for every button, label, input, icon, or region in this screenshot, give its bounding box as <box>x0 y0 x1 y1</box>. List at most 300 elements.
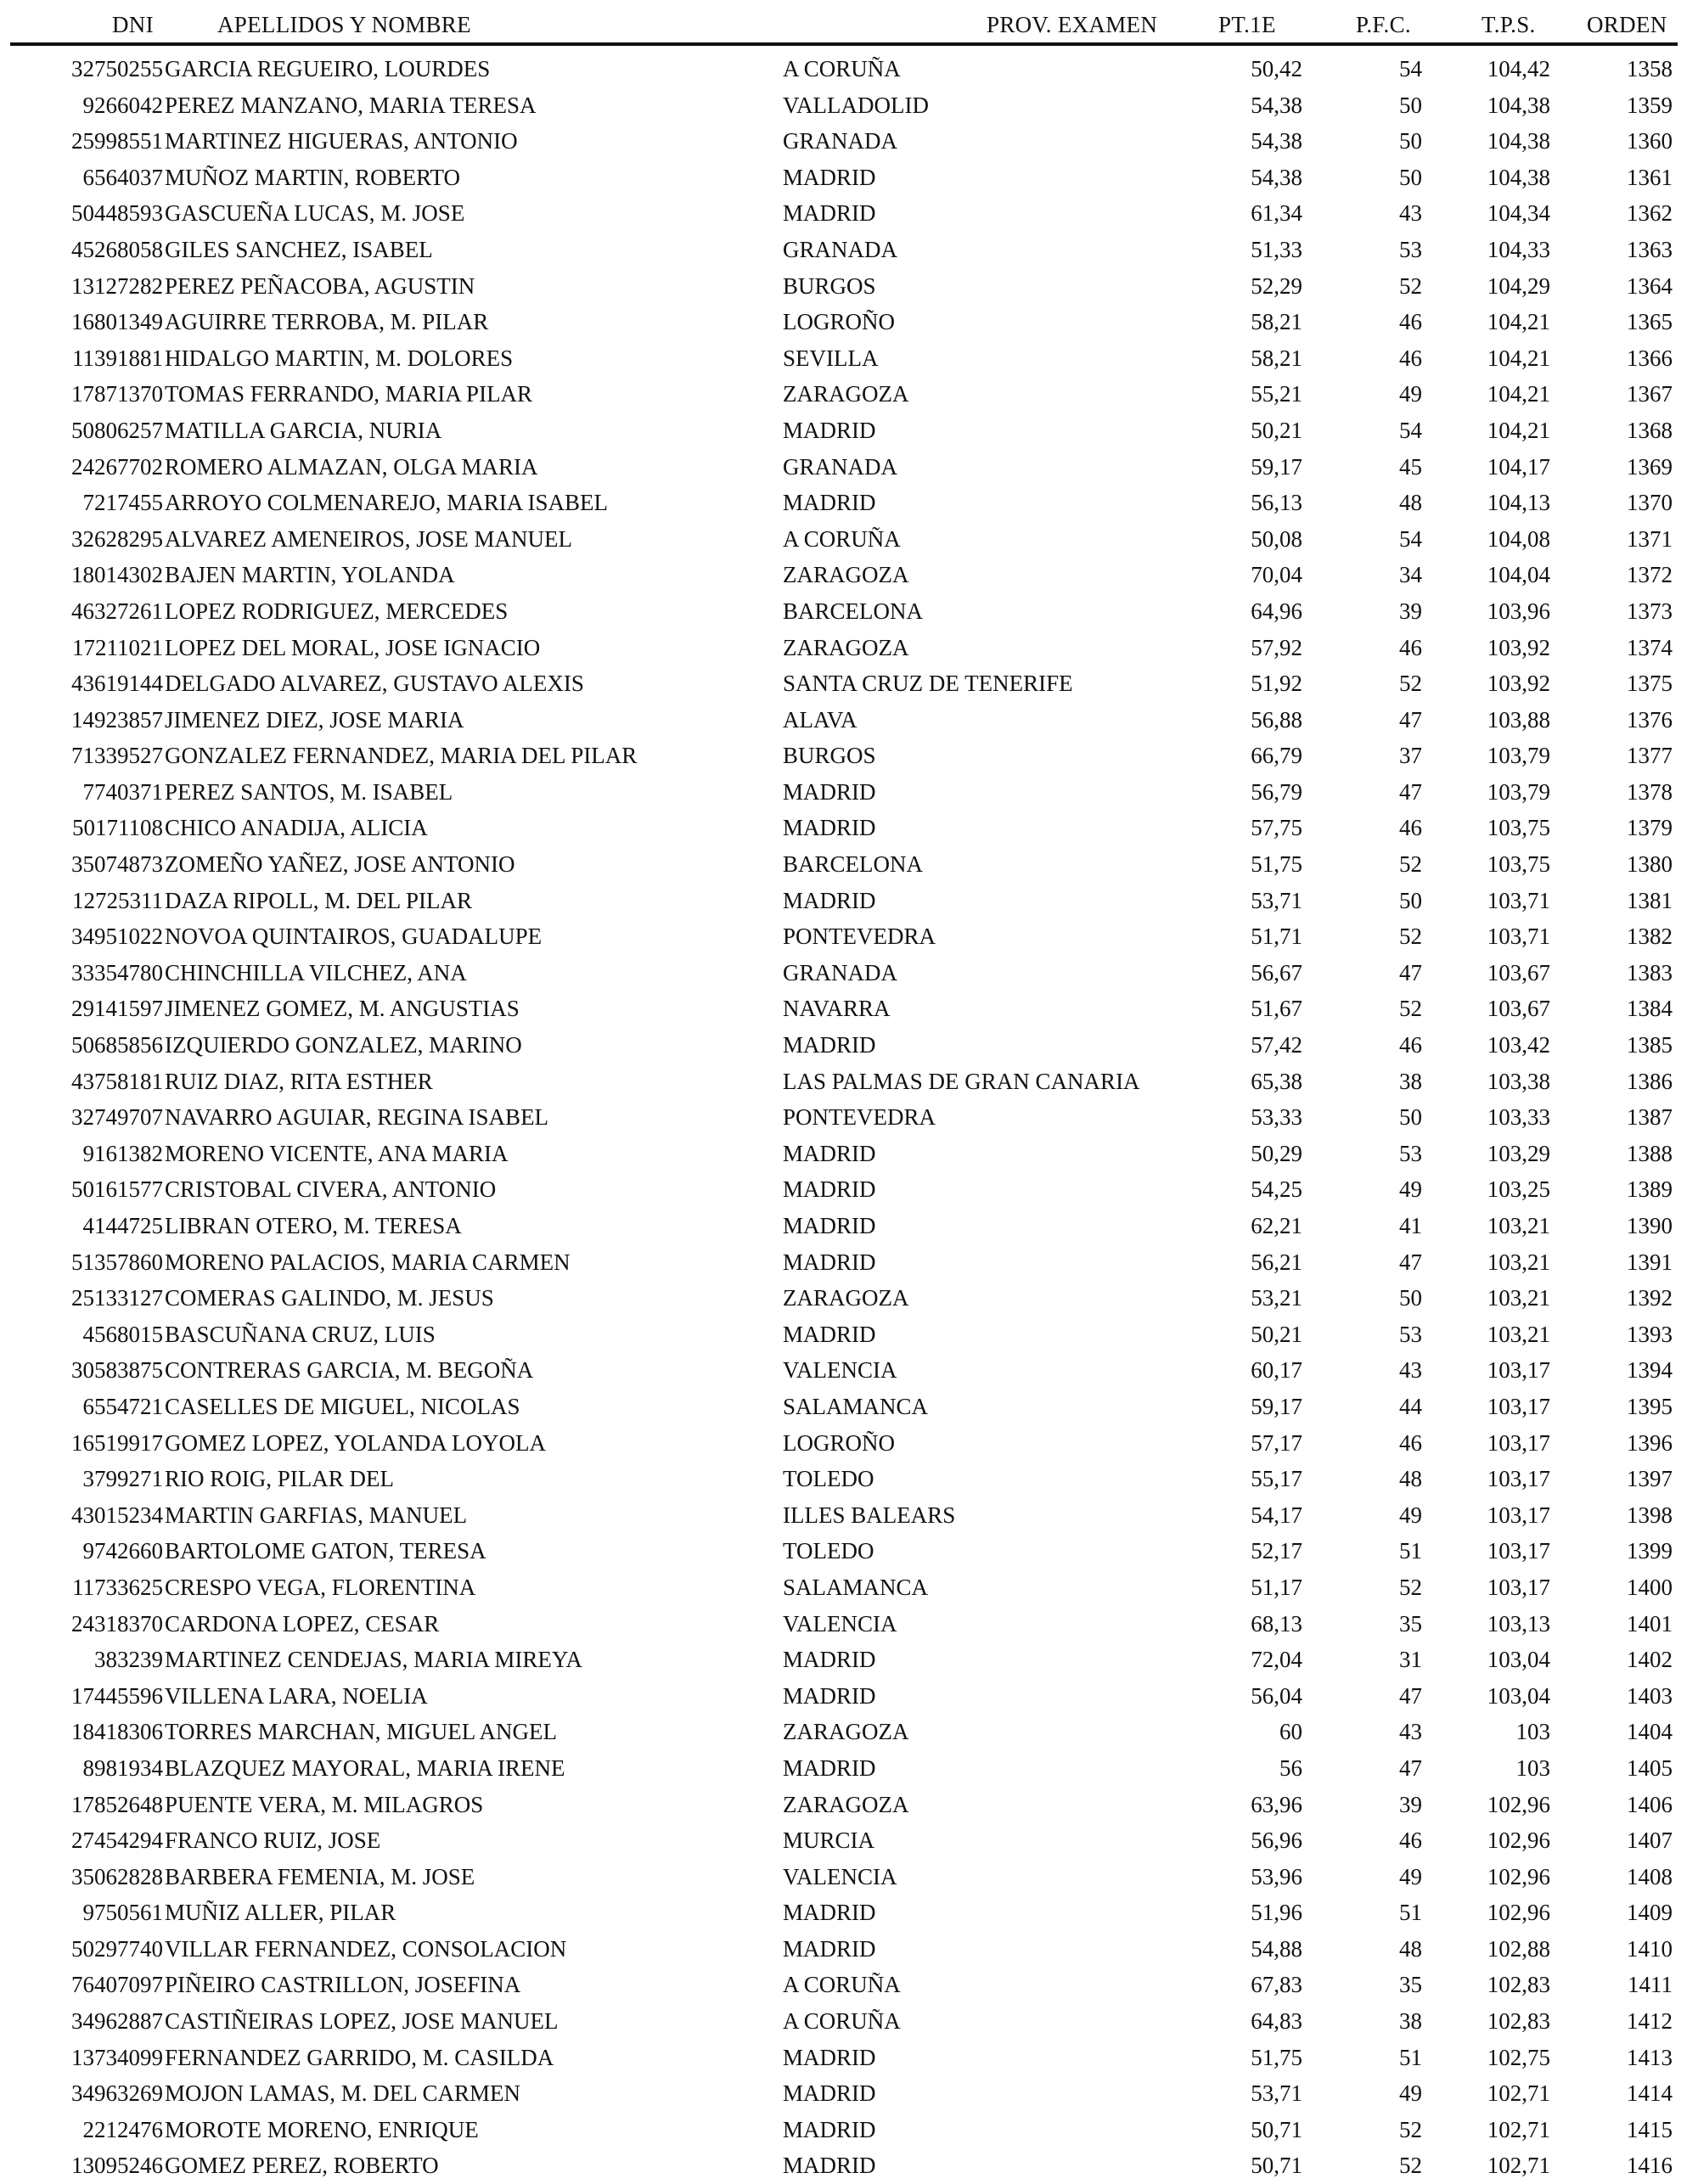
cell-orden: 1396 <box>1627 1429 1673 1456</box>
cell-dni: 29141597 <box>71 996 163 1022</box>
cell-tps: 103,92 <box>1487 634 1550 660</box>
cell-orden: 1414 <box>1627 2080 1673 2107</box>
cell-pt: 50,71 <box>1251 2116 1302 2142</box>
cell-pt: 51,71 <box>1251 924 1302 950</box>
cell-name: CONTRERAS GARCIA, M. BEGOÑA <box>165 1357 534 1384</box>
cell-prov: BARCELONA <box>783 598 924 624</box>
table-row <box>0 1136 1698 1172</box>
cell-tps: 103,67 <box>1487 959 1550 985</box>
cell-prov: PONTEVEDRA <box>783 1104 936 1131</box>
cell-pt: 63,96 <box>1251 1791 1302 1817</box>
cell-dni: 7217455 <box>82 490 163 516</box>
cell-pfc: 52 <box>1399 2116 1422 2142</box>
cell-name: PUENTE VERA, M. MILAGROS <box>165 1791 484 1817</box>
cell-pfc: 46 <box>1399 1827 1422 1854</box>
cell-dni: 8981934 <box>82 1754 163 1781</box>
cell-name: PEREZ PEÑACOBA, AGUSTIN <box>165 272 475 299</box>
cell-tps: 104,38 <box>1487 92 1550 118</box>
cell-tps: 103,17 <box>1487 1466 1550 1492</box>
cell-pt: 54,88 <box>1251 1935 1302 1962</box>
cell-tps: 102,71 <box>1487 2153 1550 2179</box>
cell-pt: 72,04 <box>1251 1647 1302 1673</box>
cell-dni: 30583875 <box>71 1357 163 1384</box>
cell-pfc: 54 <box>1399 56 1422 81</box>
cell-tps: 104,13 <box>1487 490 1550 516</box>
cell-pfc: 50 <box>1399 1104 1422 1131</box>
table-row <box>0 1678 1698 1715</box>
cell-name: GOMEZ PEREZ, ROBERTO <box>165 2153 439 2179</box>
cell-pt: 56,67 <box>1251 959 1302 985</box>
cell-orden: 1405 <box>1627 1754 1673 1781</box>
cell-name: RUIZ DIAZ, RITA ESTHER <box>165 1068 433 1094</box>
cell-pfc: 39 <box>1399 598 1422 624</box>
table-row <box>0 87 1698 124</box>
cell-dni: 25133127 <box>71 1285 163 1311</box>
table-row <box>0 413 1698 449</box>
cell-prov: MADRID <box>783 200 876 227</box>
table-row <box>0 1569 1698 1606</box>
cell-pfc: 53 <box>1399 236 1422 262</box>
table-header <box>0 10 1698 41</box>
cell-orden: 1374 <box>1627 634 1673 660</box>
cell-tps: 103,21 <box>1487 1249 1550 1275</box>
cell-orden: 1369 <box>1627 453 1673 480</box>
cell-orden: 1384 <box>1627 996 1673 1022</box>
cell-orden: 1395 <box>1627 1393 1673 1419</box>
table-row <box>0 630 1698 666</box>
cell-name: CRESPO VEGA, FLORENTINA <box>165 1574 476 1600</box>
cell-tps: 102,71 <box>1487 2080 1550 2107</box>
cell-name: GARCIA REGUEIRO, LOURDES <box>165 56 491 81</box>
cell-pfc: 41 <box>1399 1213 1422 1238</box>
cell-name: BAJEN MARTIN, YOLANDA <box>165 562 455 588</box>
cell-orden: 1410 <box>1627 1935 1673 1962</box>
cell-tps: 103,42 <box>1487 1032 1550 1058</box>
table-row <box>0 1317 1698 1353</box>
cell-pt: 60 <box>1279 1719 1302 1745</box>
cell-pfc: 37 <box>1399 743 1422 769</box>
cell-dni: 32749707 <box>71 1104 163 1131</box>
cell-pfc: 48 <box>1399 490 1422 516</box>
cell-prov: ZARAGOZA <box>783 1791 909 1817</box>
table-row <box>0 2040 1698 2076</box>
cell-orden: 1387 <box>1627 1104 1673 1131</box>
cell-tps: 103,17 <box>1487 1393 1550 1419</box>
cell-pfc: 46 <box>1399 309 1422 335</box>
cell-prov: GRANADA <box>783 236 897 262</box>
table-row <box>0 810 1698 846</box>
cell-prov: MADRID <box>783 887 876 913</box>
cell-pt: 70,04 <box>1251 562 1302 588</box>
cell-tps: 104,08 <box>1487 525 1550 552</box>
cell-prov: SEVILLA <box>783 345 879 371</box>
cell-pfc: 47 <box>1399 706 1422 733</box>
table-row <box>0 918 1698 955</box>
cell-tps: 104,33 <box>1487 236 1550 262</box>
cell-dni: 33354780 <box>71 959 163 985</box>
table-row <box>0 955 1698 991</box>
cell-prov: GRANADA <box>783 453 897 480</box>
cell-prov: MADRID <box>783 1935 876 1962</box>
cell-dni: 43758181 <box>71 1068 163 1094</box>
cell-prov: A CORUÑA <box>783 56 901 81</box>
cell-name: CRISTOBAL CIVERA, ANTONIO <box>165 1176 497 1203</box>
cell-orden: 1386 <box>1627 1068 1673 1094</box>
table-row <box>0 1750 1698 1787</box>
cell-pt: 55,21 <box>1251 381 1302 407</box>
cell-pfc: 52 <box>1399 851 1422 878</box>
cell-name: DELGADO ALVAREZ, GUSTAVO ALEXIS <box>165 671 584 697</box>
cell-pfc: 47 <box>1399 778 1422 805</box>
cell-prov: VALENCIA <box>783 1610 897 1637</box>
cell-dni: 32628295 <box>71 525 163 552</box>
cell-name: PEREZ SANTOS, M. ISABEL <box>165 778 453 805</box>
cell-pfc: 46 <box>1399 1429 1422 1456</box>
cell-pt: 56,04 <box>1251 1682 1302 1709</box>
cell-pfc: 50 <box>1399 887 1422 913</box>
cell-orden: 1391 <box>1627 1249 1673 1275</box>
cell-dni: 9266042 <box>82 92 163 118</box>
cell-tps: 102,88 <box>1487 1935 1550 1962</box>
table-row <box>0 1714 1698 1750</box>
header-divider <box>10 42 1678 46</box>
cell-orden: 1404 <box>1627 1719 1673 1745</box>
cell-dni: 24318370 <box>71 1610 163 1637</box>
cell-pt: 53,33 <box>1251 1104 1302 1131</box>
cell-prov: BARCELONA <box>783 851 924 878</box>
cell-dni: 4568015 <box>82 1321 163 1347</box>
table-row <box>0 2003 1698 2040</box>
cell-dni: 6564037 <box>82 164 163 190</box>
cell-pt: 53,71 <box>1251 2080 1302 2107</box>
table-row <box>0 195 1698 232</box>
cell-pfc: 49 <box>1399 1176 1422 1203</box>
cell-orden: 1407 <box>1627 1827 1673 1854</box>
table-row <box>0 702 1698 738</box>
cell-tps: 103,96 <box>1487 598 1550 624</box>
cell-pfc: 52 <box>1399 996 1422 1022</box>
cell-pt: 51,75 <box>1251 851 1302 878</box>
cell-name: PEREZ MANZANO, MARIA TERESA <box>165 92 537 118</box>
cell-dni: 9161382 <box>82 1140 163 1166</box>
cell-dni: 17445596 <box>71 1682 163 1709</box>
cell-dni: 50448593 <box>71 200 163 227</box>
table-row <box>0 1064 1698 1100</box>
cell-tps: 103,25 <box>1487 1176 1550 1203</box>
cell-pfc: 50 <box>1399 128 1422 154</box>
cell-name: BARBERA FEMENIA, M. JOSE <box>165 1863 475 1889</box>
cell-pt: 56 <box>1279 1754 1302 1781</box>
cell-pt: 53,21 <box>1251 1285 1302 1311</box>
cell-pfc: 39 <box>1399 1791 1422 1817</box>
cell-pfc: 49 <box>1399 1863 1422 1889</box>
cell-pfc: 49 <box>1399 1502 1422 1528</box>
cell-pfc: 50 <box>1399 92 1422 118</box>
cell-name: ZOMEÑO YAÑEZ, JOSE ANTONIO <box>165 851 515 878</box>
cell-pfc: 52 <box>1399 924 1422 950</box>
cell-dni: 2212476 <box>82 2116 163 2142</box>
cell-tps: 103,13 <box>1487 1610 1550 1637</box>
cell-dni: 18014302 <box>71 562 163 588</box>
table-row <box>0 1389 1698 1425</box>
cell-name: COMERAS GALINDO, M. JESUS <box>165 1285 494 1311</box>
cell-prov: MADRID <box>783 1647 876 1673</box>
cell-orden: 1390 <box>1627 1213 1673 1238</box>
cell-name: MARTINEZ CENDEJAS, MARIA MIREYA <box>165 1647 582 1673</box>
cell-tps: 104,38 <box>1487 128 1550 154</box>
cell-tps: 103,71 <box>1487 887 1550 913</box>
cell-dni: 9742660 <box>82 1538 163 1564</box>
table-row <box>0 593 1698 630</box>
cell-tps: 104,42 <box>1487 56 1550 81</box>
cell-tps: 102,71 <box>1487 2116 1550 2142</box>
cell-tps: 103,79 <box>1487 778 1550 805</box>
cell-dni: 34962887 <box>71 2008 163 2035</box>
cell-pfc: 52 <box>1399 671 1422 697</box>
cell-prov: LAS PALMAS DE GRAN CANARIA <box>783 1068 1140 1094</box>
cell-prov: SALAMANCA <box>783 1574 929 1600</box>
table-row <box>0 1027 1698 1064</box>
cell-pfc: 49 <box>1399 381 1422 407</box>
cell-dni: 34963269 <box>71 2080 163 2107</box>
cell-pt: 59,17 <box>1251 453 1302 480</box>
cell-orden: 1399 <box>1627 1538 1673 1564</box>
table-row <box>0 2075 1698 2112</box>
cell-pt: 57,17 <box>1251 1429 1302 1456</box>
cell-pfc: 34 <box>1399 562 1422 588</box>
cell-orden: 1398 <box>1627 1502 1673 1528</box>
cell-tps: 102,75 <box>1487 2044 1550 2070</box>
cell-pfc: 38 <box>1399 2008 1422 2035</box>
cell-pfc: 46 <box>1399 815 1422 841</box>
cell-tps: 102,83 <box>1487 2008 1550 2035</box>
cell-pt: 56,21 <box>1251 1249 1302 1275</box>
cell-tps: 103,67 <box>1487 996 1550 1022</box>
table-row <box>0 521 1698 558</box>
cell-name: DAZA RIPOLL, M. DEL PILAR <box>165 887 472 913</box>
cell-orden: 1379 <box>1627 815 1673 841</box>
cell-prov: MADRID <box>783 1900 876 1926</box>
cell-pfc: 50 <box>1399 164 1422 190</box>
cell-pt: 54,17 <box>1251 1502 1302 1528</box>
cell-tps: 103,21 <box>1487 1213 1550 1238</box>
cell-orden: 1385 <box>1627 1032 1673 1058</box>
cell-dni: 383239 <box>94 1647 163 1673</box>
table-row <box>0 1497 1698 1534</box>
cell-prov: ILLES BALEARS <box>783 1502 956 1528</box>
cell-pt: 61,34 <box>1251 200 1302 227</box>
cell-name: MATILLA GARCIA, NURIA <box>165 417 442 443</box>
cell-prov: MURCIA <box>783 1827 875 1854</box>
cell-orden: 1382 <box>1627 924 1673 950</box>
cell-orden: 1380 <box>1627 851 1673 878</box>
table-row <box>0 2112 1698 2148</box>
cell-pfc: 44 <box>1399 1393 1422 1419</box>
cell-prov: GRANADA <box>783 128 897 154</box>
cell-pt: 53,96 <box>1251 1863 1302 1889</box>
cell-pfc: 52 <box>1399 1574 1422 1600</box>
cell-dni: 24267702 <box>71 453 163 480</box>
cell-tps: 102,96 <box>1487 1900 1550 1926</box>
cell-prov: VALENCIA <box>783 1357 897 1384</box>
cell-name: MOJON LAMAS, M. DEL CARMEN <box>165 2080 521 2107</box>
cell-prov: MADRID <box>783 164 876 190</box>
cell-prov: VALENCIA <box>783 1863 897 1889</box>
cell-tps: 103,21 <box>1487 1321 1550 1347</box>
cell-tps: 103,38 <box>1487 1068 1550 1094</box>
cell-tps: 104,34 <box>1487 200 1550 227</box>
cell-name: CASELLES DE MIGUEL, NICOLAS <box>165 1393 520 1419</box>
cell-pt: 50,29 <box>1251 1140 1302 1166</box>
cell-orden: 1368 <box>1627 417 1673 443</box>
table-row <box>0 1244 1698 1281</box>
cell-dni: 25998551 <box>71 128 163 154</box>
cell-dni: 35074873 <box>71 851 163 878</box>
cell-pt: 64,83 <box>1251 2008 1302 2035</box>
cell-dni: 71339527 <box>71 743 163 769</box>
cell-pfc: 45 <box>1399 453 1422 480</box>
table-row <box>0 485 1698 521</box>
cell-prov: VALLADOLID <box>783 92 929 118</box>
cell-pfc: 47 <box>1399 959 1422 985</box>
cell-name: JIMENEZ DIEZ, JOSE MARIA <box>165 706 464 733</box>
header-pt: PT.1E <box>1218 12 1276 37</box>
cell-pt: 54,38 <box>1251 164 1302 190</box>
cell-pfc: 53 <box>1399 1140 1422 1166</box>
cell-prov: MADRID <box>783 417 876 443</box>
cell-prov: MADRID <box>783 490 876 516</box>
cell-name: FRANCO RUIZ, JOSE <box>165 1827 381 1854</box>
cell-orden: 1409 <box>1627 1900 1673 1926</box>
cell-orden: 1361 <box>1627 164 1673 190</box>
cell-pt: 58,21 <box>1251 345 1302 371</box>
cell-name: BASCUÑANA CRUZ, LUIS <box>165 1321 436 1347</box>
cell-orden: 1377 <box>1627 743 1673 769</box>
cell-orden: 1400 <box>1627 1574 1673 1600</box>
cell-pt: 56,13 <box>1251 490 1302 516</box>
cell-tps: 102,96 <box>1487 1827 1550 1854</box>
cell-name: MORENO PALACIOS, MARIA CARMEN <box>165 1249 571 1275</box>
cell-pt: 50,21 <box>1251 1321 1302 1347</box>
cell-name: MORENO VICENTE, ANA MARIA <box>165 1140 509 1166</box>
cell-dni: 45268058 <box>71 236 163 262</box>
cell-pfc: 46 <box>1399 345 1422 371</box>
cell-orden: 1376 <box>1627 706 1673 733</box>
table-row <box>0 232 1698 268</box>
table-row <box>0 738 1698 774</box>
cell-tps: 103 <box>1515 1719 1550 1745</box>
cell-prov: LOGROÑO <box>783 309 895 335</box>
cell-dni: 50161577 <box>71 1176 163 1203</box>
cell-dni: 16801349 <box>71 309 163 335</box>
cell-pfc: 51 <box>1399 1900 1422 1926</box>
cell-dni: 17852648 <box>71 1791 163 1817</box>
table-row <box>0 340 1698 377</box>
cell-dni: 50171108 <box>72 815 163 841</box>
header-prov: PROV. EXAMEN <box>987 12 1158 37</box>
cell-orden: 1388 <box>1627 1140 1673 1166</box>
cell-orden: 1393 <box>1627 1321 1673 1347</box>
table-row <box>0 1931 1698 1968</box>
table-row <box>0 991 1698 1027</box>
cell-tps: 103,29 <box>1487 1140 1550 1166</box>
table-row <box>0 160 1698 196</box>
cell-prov: TOLEDO <box>783 1466 874 1492</box>
cell-pt: 51,96 <box>1251 1900 1302 1926</box>
cell-tps: 103,17 <box>1487 1429 1550 1456</box>
cell-tps: 104,21 <box>1487 309 1550 335</box>
cell-dni: 50685856 <box>71 1032 163 1058</box>
cell-orden: 1392 <box>1627 1285 1673 1311</box>
cell-orden: 1378 <box>1627 778 1673 805</box>
cell-orden: 1360 <box>1627 128 1673 154</box>
cell-prov: MADRID <box>783 1176 876 1203</box>
cell-tps: 104,04 <box>1487 562 1550 588</box>
cell-tps: 103,17 <box>1487 1574 1550 1600</box>
table-row <box>0 1642 1698 1678</box>
cell-orden: 1401 <box>1627 1610 1673 1637</box>
table-row <box>0 1606 1698 1642</box>
cell-tps: 103,92 <box>1487 671 1550 697</box>
cell-pfc: 31 <box>1399 1647 1422 1673</box>
table-row <box>0 1171 1698 1208</box>
cell-tps: 103,17 <box>1487 1357 1550 1384</box>
cell-pt: 55,17 <box>1251 1466 1302 1492</box>
cell-prov: BURGOS <box>783 272 876 299</box>
cell-prov: MADRID <box>783 2044 876 2070</box>
cell-pfc: 54 <box>1399 417 1422 443</box>
cell-name: JIMENEZ GOMEZ, M. ANGUSTIAS <box>165 996 520 1022</box>
cell-pfc: 48 <box>1399 1466 1422 1492</box>
cell-dni: 50297740 <box>71 1935 163 1962</box>
cell-orden: 1412 <box>1627 2008 1673 2035</box>
cell-dni: 13734099 <box>71 2044 163 2070</box>
cell-prov: MADRID <box>783 1682 876 1709</box>
cell-pfc: 51 <box>1399 2044 1422 2070</box>
cell-pt: 66,79 <box>1251 743 1302 769</box>
cell-name: HIDALGO MARTIN, M. DOLORES <box>165 345 514 371</box>
cell-tps: 102,83 <box>1487 1972 1550 1998</box>
cell-pt: 67,83 <box>1251 1972 1302 1998</box>
cell-dni: 11391881 <box>72 345 163 371</box>
cell-pt: 57,75 <box>1251 815 1302 841</box>
cell-name: ARROYO COLMENAREJO, MARIA ISABEL <box>165 490 609 516</box>
cell-orden: 1394 <box>1627 1357 1673 1384</box>
cell-dni: 32750255 <box>71 56 163 81</box>
cell-pt: 57,92 <box>1251 634 1302 660</box>
cell-orden: 1373 <box>1627 598 1673 624</box>
table-row <box>0 1822 1698 1859</box>
cell-name: AGUIRRE TERROBA, M. PILAR <box>165 309 489 335</box>
cell-pt: 54,25 <box>1251 1176 1302 1203</box>
cell-name: FERNANDEZ GARRIDO, M. CASILDA <box>165 2044 554 2070</box>
cell-dni: 7740371 <box>82 778 163 805</box>
cell-pt: 60,17 <box>1251 1357 1302 1384</box>
cell-dni: 17211021 <box>72 634 163 660</box>
cell-dni: 16519917 <box>71 1429 163 1456</box>
cell-name: LOPEZ DEL MORAL, JOSE IGNACIO <box>165 634 541 660</box>
cell-orden: 1362 <box>1627 200 1673 227</box>
cell-pt: 56,88 <box>1251 706 1302 733</box>
cell-name: MUÑIZ ALLER, PILAR <box>165 1900 396 1926</box>
cell-dni: 43015234 <box>71 1502 163 1528</box>
cell-pt: 51,17 <box>1251 1574 1302 1600</box>
table-row <box>0 1352 1698 1389</box>
cell-pfc: 46 <box>1399 634 1422 660</box>
cell-orden: 1389 <box>1627 1176 1673 1203</box>
cell-pt: 64,96 <box>1251 598 1302 624</box>
cell-pt: 58,21 <box>1251 309 1302 335</box>
